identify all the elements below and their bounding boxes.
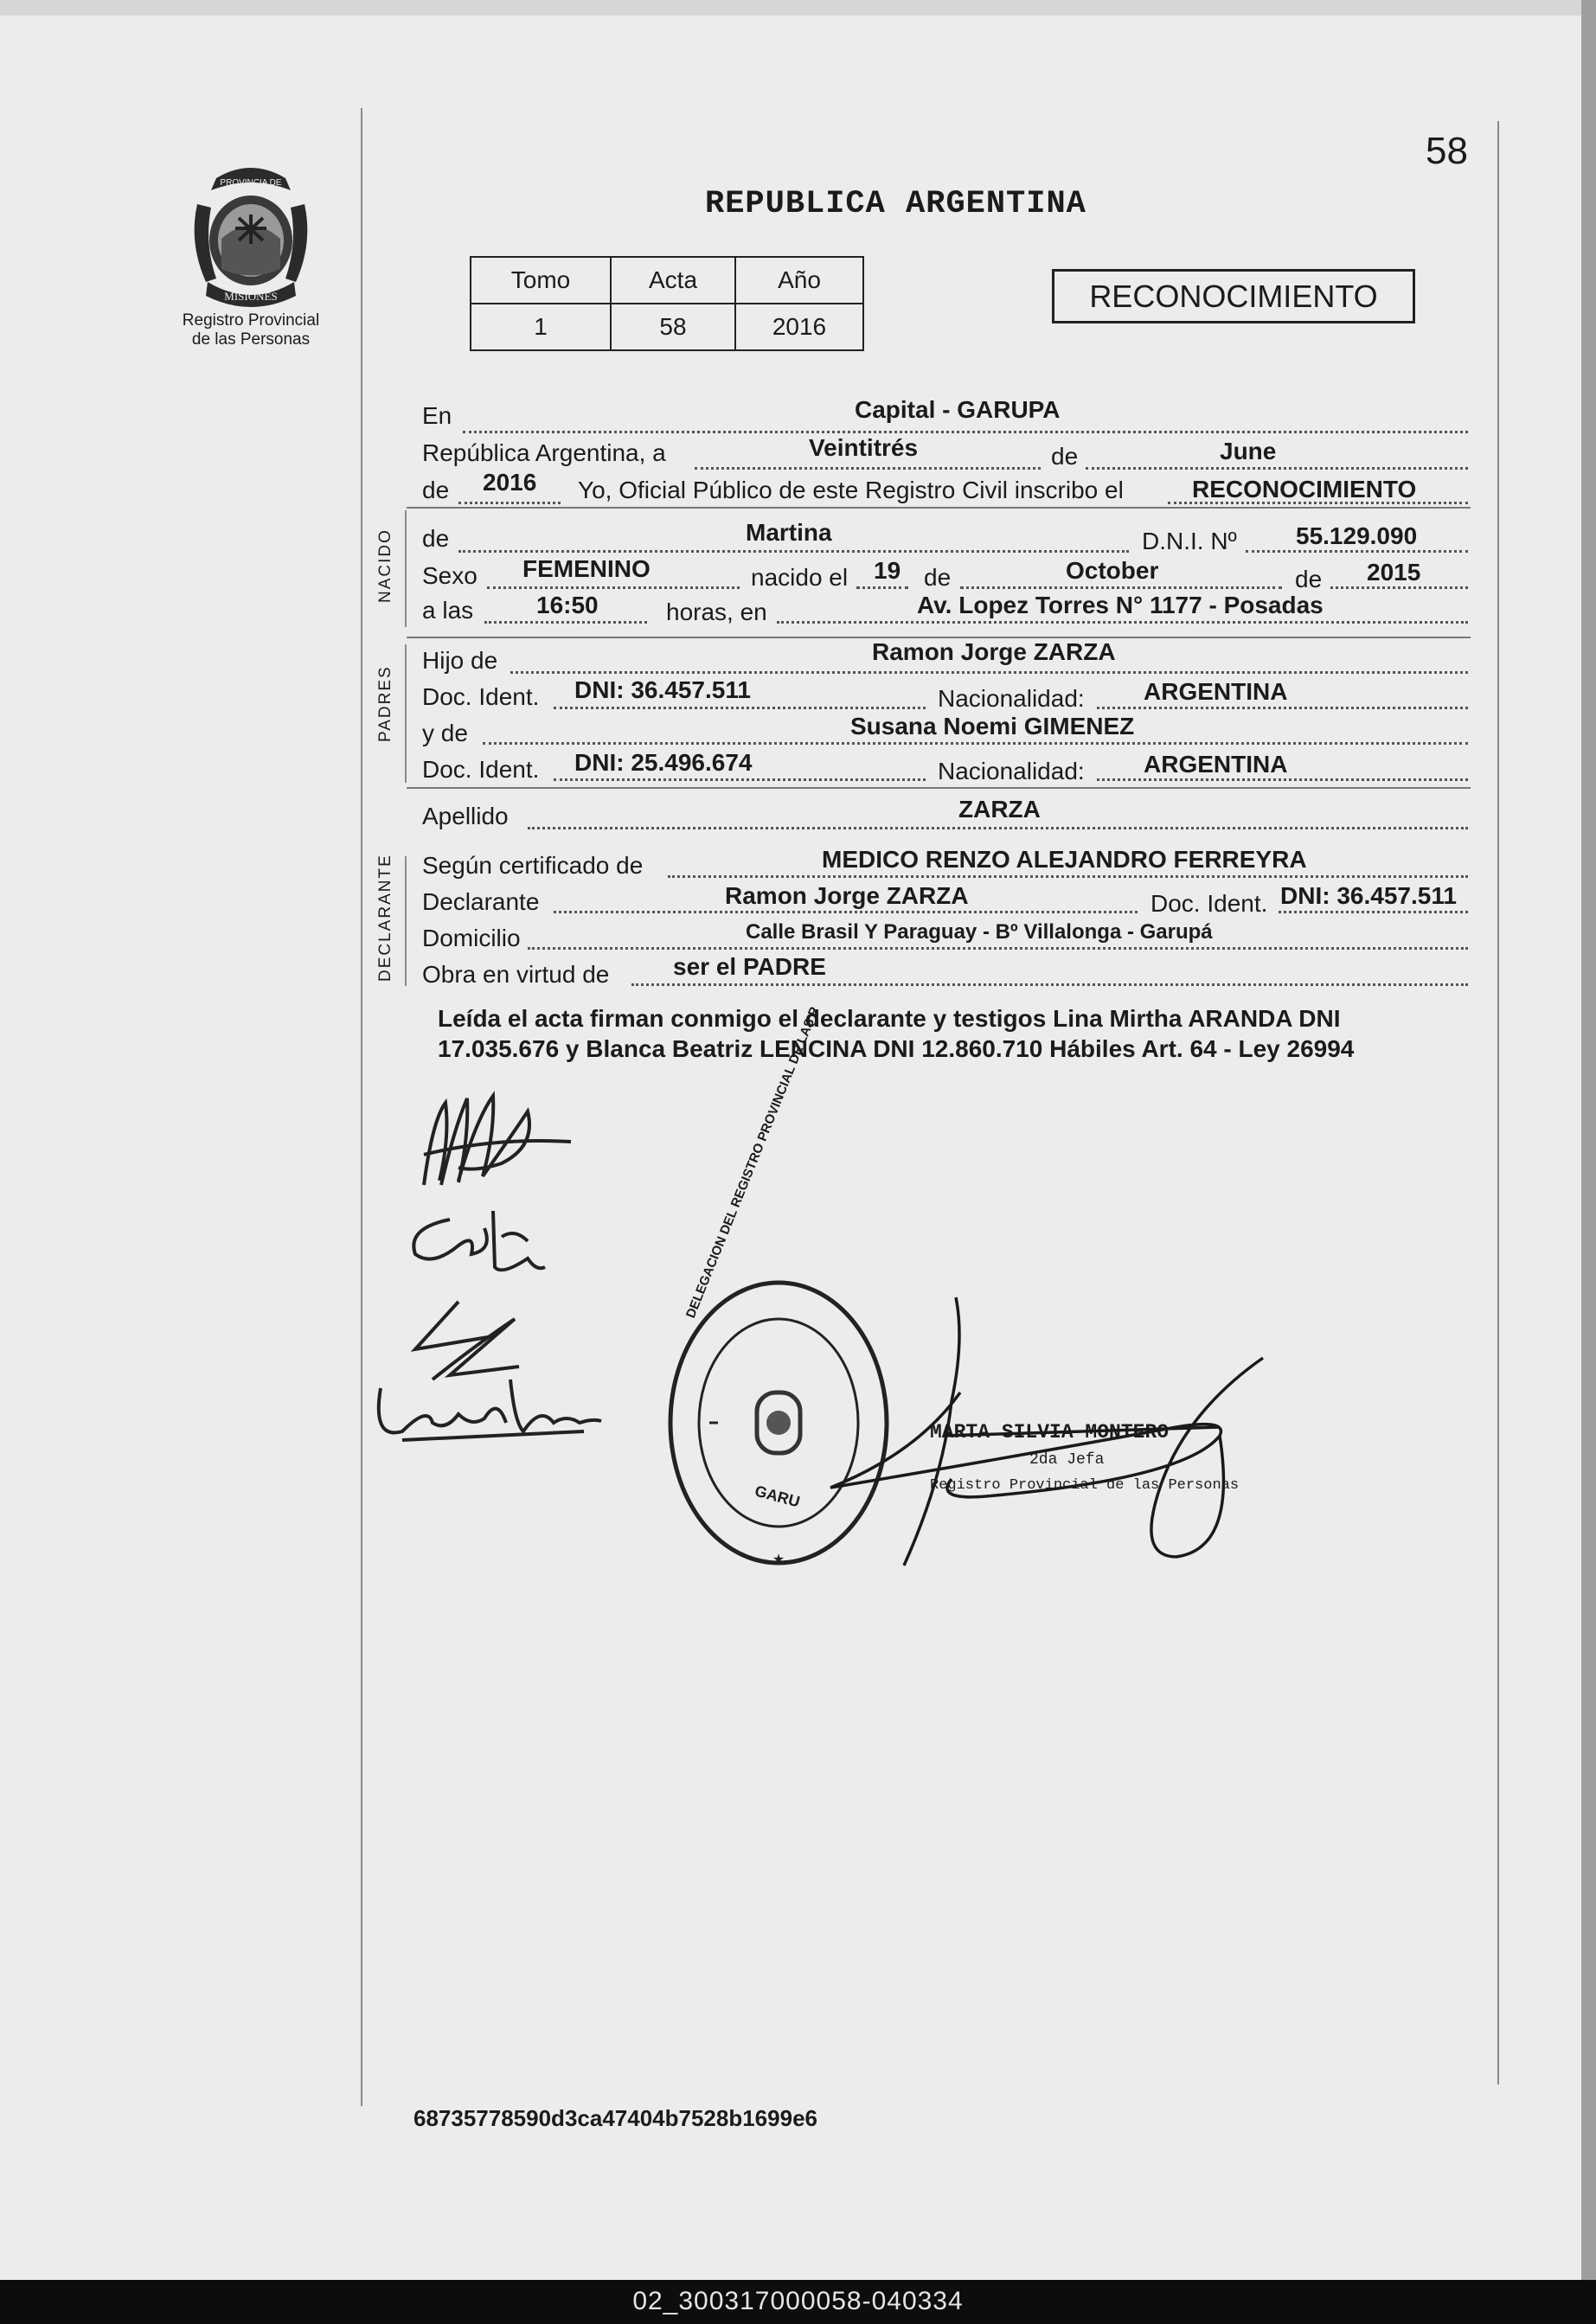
logo-caption-line1: Registro Provincial — [182, 311, 320, 330]
nacido-bracket — [405, 510, 407, 627]
dotted-line — [554, 778, 926, 781]
dotted-line — [554, 911, 1138, 913]
y-de-label: y de — [422, 720, 468, 746]
register-table — [470, 256, 864, 351]
dotted-line — [1330, 586, 1468, 589]
father-doc-value: DNI: 36.457.511 — [574, 676, 751, 703]
apellido-value: ZARZA — [958, 796, 1041, 823]
signature-witness3-icon — [368, 1371, 606, 1449]
birth-day-value: 19 — [874, 557, 901, 584]
svg-text:★: ★ — [772, 1553, 785, 1567]
horas-label: horas, en — [666, 599, 767, 625]
father-doc-label: Doc. Ident. — [422, 683, 540, 710]
inscribo-value: RECONOCIMIENTO — [1192, 476, 1417, 503]
signature-witness1-icon — [398, 1202, 554, 1289]
acta-value: 58 — [611, 304, 735, 350]
mother-doc-value: DNI: 25.496.674 — [574, 749, 753, 776]
dotted-line — [484, 621, 647, 624]
scan-footer-bar — [0, 2280, 1596, 2324]
tomo-value: 1 — [471, 304, 611, 350]
obra-label: Obra en virtud de — [422, 961, 610, 988]
acta-header: Acta — [611, 257, 735, 304]
stamp-bottom-text: GARU — [753, 1482, 802, 1511]
document-type-box: RECONOCIMIENTO — [1052, 269, 1415, 323]
dotted-line — [1279, 911, 1468, 913]
logo-caption-line2: de las Personas — [191, 330, 311, 349]
father-nat-value: ARGENTINA — [1144, 678, 1288, 705]
svg-text:MISIONES: MISIONES — [224, 290, 278, 303]
mother-nat-label: Nacionalidad: — [938, 758, 1085, 784]
father-name-value: Ramon Jorge ZARZA — [872, 638, 1116, 665]
hash-code: 68735778590d3ca47404b7528b1699e6 — [413, 2105, 817, 2131]
official-signature-icon — [813, 1289, 1298, 1574]
dotted-line — [528, 947, 1468, 950]
child-name-value: Martina — [746, 519, 832, 546]
official-office: Registro Provincial de las Personas — [930, 1477, 1240, 1494]
time-value: 16:50 — [536, 592, 599, 618]
document-page — [0, 16, 1581, 2280]
birth-place-value: Av. Lopez Torres N° 1177 - Posadas — [917, 592, 1324, 618]
declarante-doc-label: Doc. Ident. — [1151, 890, 1268, 917]
tomo-header: Tomo — [471, 257, 611, 304]
hijo-de-label: Hijo de — [422, 647, 498, 674]
anio-value: 2016 — [735, 304, 863, 350]
en-label: En — [422, 402, 452, 429]
mother-name-value: Susana Noemi GIMENEZ — [850, 713, 1135, 739]
logo-caption — [164, 311, 337, 349]
dotted-line — [554, 707, 926, 709]
dotted-line — [483, 742, 1468, 745]
birth-month-value: October — [1066, 557, 1159, 584]
scan-top-strip — [0, 0, 1596, 16]
mother-nat-value: ARGENTINA — [1144, 751, 1288, 778]
mother-doc-label: Doc. Ident. — [422, 756, 540, 783]
scan-id: 02_300317000058-040334 — [632, 2287, 964, 2315]
padres-bracket — [405, 644, 407, 783]
country-title: REPUBLICA ARGENTINA — [705, 186, 1086, 222]
dotted-line — [1086, 467, 1468, 470]
left-margin-line — [361, 108, 362, 2106]
birth-de2-label: de — [1295, 566, 1323, 592]
dotted-line — [1097, 707, 1468, 709]
nacido-section-label: NACIDO — [376, 528, 394, 603]
official-role: 2da Jefa — [1029, 1451, 1105, 1469]
legal-text: Leída el acta firman conmigo el declarante y testigos Lina Mirtha ARANDA DNI 17.035.676 y Blanca Beatriz LENCINA DNI 12.860.710 Hábiles Art. 64 - Ley 26994 — [438, 1005, 1355, 1062]
father-nat-label: Nacionalidad: — [938, 685, 1085, 712]
nacido-el-label: nacido el — [751, 564, 849, 591]
dotted-line — [463, 431, 1468, 433]
declarante-label: Declarante — [422, 888, 540, 915]
stamp-ring-text: DELEGACION DEL REGISTRO PROVINCIAL DE LAS P — [683, 1004, 823, 1321]
dotted-line — [458, 502, 561, 504]
republica-label: República Argentina, a — [422, 439, 666, 466]
sexo-value: FEMENINO — [522, 555, 651, 582]
padres-section-label: PADRES — [376, 665, 394, 742]
certificado-value: MEDICO RENZO ALEJANDRO FERREYRA — [822, 846, 1307, 873]
certificado-label: Según certificado de — [422, 852, 644, 879]
sexo-label: Sexo — [422, 562, 478, 589]
dotted-line — [631, 983, 1468, 986]
official-name: MARTA SILVIA MONTERO — [930, 1421, 1170, 1444]
page-number: 58 — [1426, 130, 1468, 172]
month-value: June — [1220, 438, 1277, 464]
right-margin-line — [1497, 121, 1499, 2084]
domicilio-value: Calle Brasil Y Paraguay - Bº Villalonga - Garupá — [746, 920, 1213, 944]
apellido-label: Apellido — [422, 803, 509, 829]
dotted-line — [1246, 550, 1468, 553]
inscribo-label: Yo, Oficial Público de este Registro Civil inscribo el — [578, 477, 1124, 503]
year-value: 2016 — [483, 469, 537, 496]
declarante-name-value: Ramon Jorge ZARZA — [725, 882, 969, 909]
birth-year-value: 2015 — [1367, 559, 1421, 586]
dotted-line — [668, 875, 1468, 878]
place-value: Capital - GARUPA — [855, 396, 1061, 423]
dotted-line — [510, 671, 1468, 674]
anio-header: Año — [735, 257, 863, 304]
day-words-value: Veintitrés — [809, 434, 919, 461]
dotted-line — [1097, 778, 1468, 781]
dni-label: D.N.I. Nº — [1142, 528, 1237, 554]
dotted-line — [960, 586, 1282, 589]
scan-right-edge — [1581, 0, 1596, 2283]
domicilio-label: Domicilio — [422, 925, 521, 951]
section-divider — [407, 787, 1471, 789]
dotted-line — [528, 827, 1468, 829]
svg-text:PROVINCIA DE: PROVINCIA DE — [220, 178, 282, 188]
birth-de-label: de — [924, 564, 952, 591]
a-las-label: a las — [422, 597, 474, 624]
dotted-line — [458, 550, 1129, 553]
dotted-line — [487, 586, 740, 589]
dotted-line — [856, 586, 908, 589]
child-dni-value: 55.129.090 — [1296, 522, 1418, 549]
provincia-misiones-crest-icon — [182, 161, 320, 312]
declarante-bracket — [405, 856, 407, 986]
nacido-de-label: de — [422, 525, 450, 552]
declarante-section-label: DECLARANTE — [376, 854, 394, 982]
signature-declarante-icon — [407, 1085, 580, 1198]
de-label: de — [1051, 443, 1079, 470]
section-divider — [407, 507, 1471, 509]
year-label: de — [422, 477, 450, 503]
dotted-line — [695, 467, 1041, 470]
obra-value: ser el PADRE — [673, 953, 826, 980]
declarante-doc-value: DNI: 36.457.511 — [1280, 882, 1457, 909]
dotted-line — [777, 621, 1468, 624]
